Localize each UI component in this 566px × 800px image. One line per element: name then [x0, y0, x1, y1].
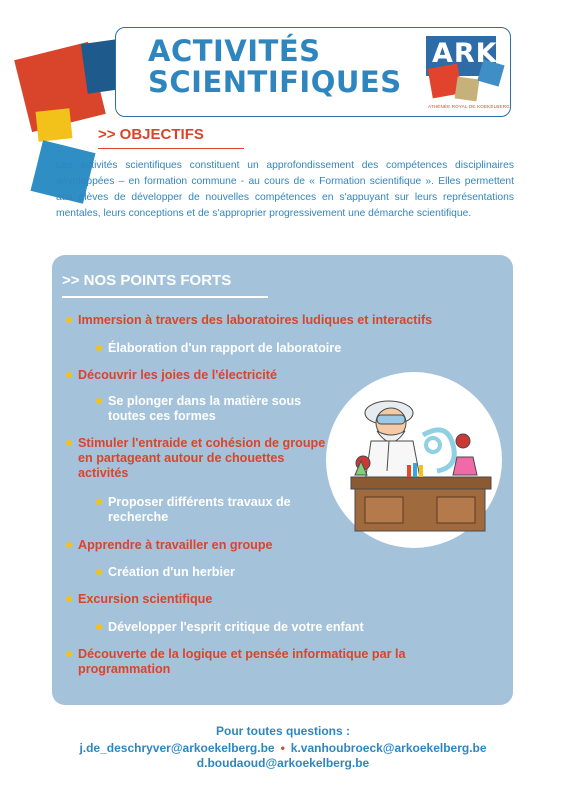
separator-dot: • — [280, 741, 285, 755]
contact-line-1 — [0, 741, 566, 755]
list-item: Excursion scientifique — [78, 592, 378, 607]
list-item: Création d'un herbier — [108, 565, 408, 580]
bullet-dot-icon — [66, 596, 72, 602]
bullet-dot-icon — [96, 398, 102, 404]
list-item: Stimuler l'entraide et cohésion de groupe en partageant autour de chouettes activités — [78, 436, 330, 481]
school-logo — [426, 36, 508, 112]
bullet-dot-icon — [66, 440, 72, 446]
bullet-dot-icon — [96, 345, 102, 351]
list-item: Proposer différents travaux de recherche — [108, 495, 308, 525]
points-forts-heading: >> NOS POINTS FORTS — [62, 272, 232, 289]
objectifs-heading: >> OBJECTIFS — [98, 126, 204, 143]
title-line-2: SCIENTIFIQUES — [148, 65, 402, 99]
bullet-dot-icon — [66, 372, 72, 378]
decor-square-yellow — [36, 108, 73, 141]
page-title — [148, 36, 418, 98]
list-item: Découverte de la logique et pensée informatique par la programmation — [78, 647, 428, 677]
email-link[interactable]: k.vanhoubroeck@arkoekelberg.be — [290, 741, 487, 755]
bullet-dot-icon — [66, 542, 72, 548]
list-item: Découvrir les joies de l'électricité — [78, 368, 338, 383]
list-item: Développer l'esprit critique de votre enfant — [108, 620, 508, 635]
email-link[interactable]: d.boudaoud@arkoekelberg.be — [196, 756, 370, 770]
points-forts-underline — [62, 296, 268, 298]
bullet-dot-icon — [96, 624, 102, 630]
bullet-dot-icon — [66, 317, 72, 323]
scientist-illustration-icon — [325, 371, 503, 549]
contact-heading: Pour toutes questions : — [215, 724, 350, 738]
logo-text: ARK — [432, 38, 498, 69]
list-item: Apprendre à travailler en groupe — [78, 538, 368, 553]
email-link[interactable]: j.de_deschryver@arkoekelberg.be — [79, 741, 275, 755]
list-item: Immersion à travers des laboratoires ludiques et interactifs — [78, 313, 508, 328]
title-line-1: ACTIVITÉS — [148, 34, 321, 68]
logo-subtitle: ATHÉNÉE ROYAL DE KOEKELBERG — [428, 104, 510, 109]
objectifs-underline — [98, 148, 244, 149]
bullet-dot-icon — [96, 569, 102, 575]
bullet-dot-icon — [96, 499, 102, 505]
contact-line-2 — [0, 756, 566, 770]
list-item: Élaboration d'un rapport de laboratoire — [108, 341, 508, 356]
bullet-dot-icon — [66, 651, 72, 657]
list-item: Se plonger dans la matière sous toutes ces formes — [108, 394, 304, 424]
objectifs-text: Les activités scientifiques constituent un approfondissement des compétences disciplinaires développées – en formation commune - au cours de « Formation scientifique ». Elles permettent aux élèves de développer de nouvelles compétences en s'appuyant sur leurs représentations mentales, leurs conceptions et de s'approprier progressivement une démarche scientifique. — [56, 160, 514, 219]
